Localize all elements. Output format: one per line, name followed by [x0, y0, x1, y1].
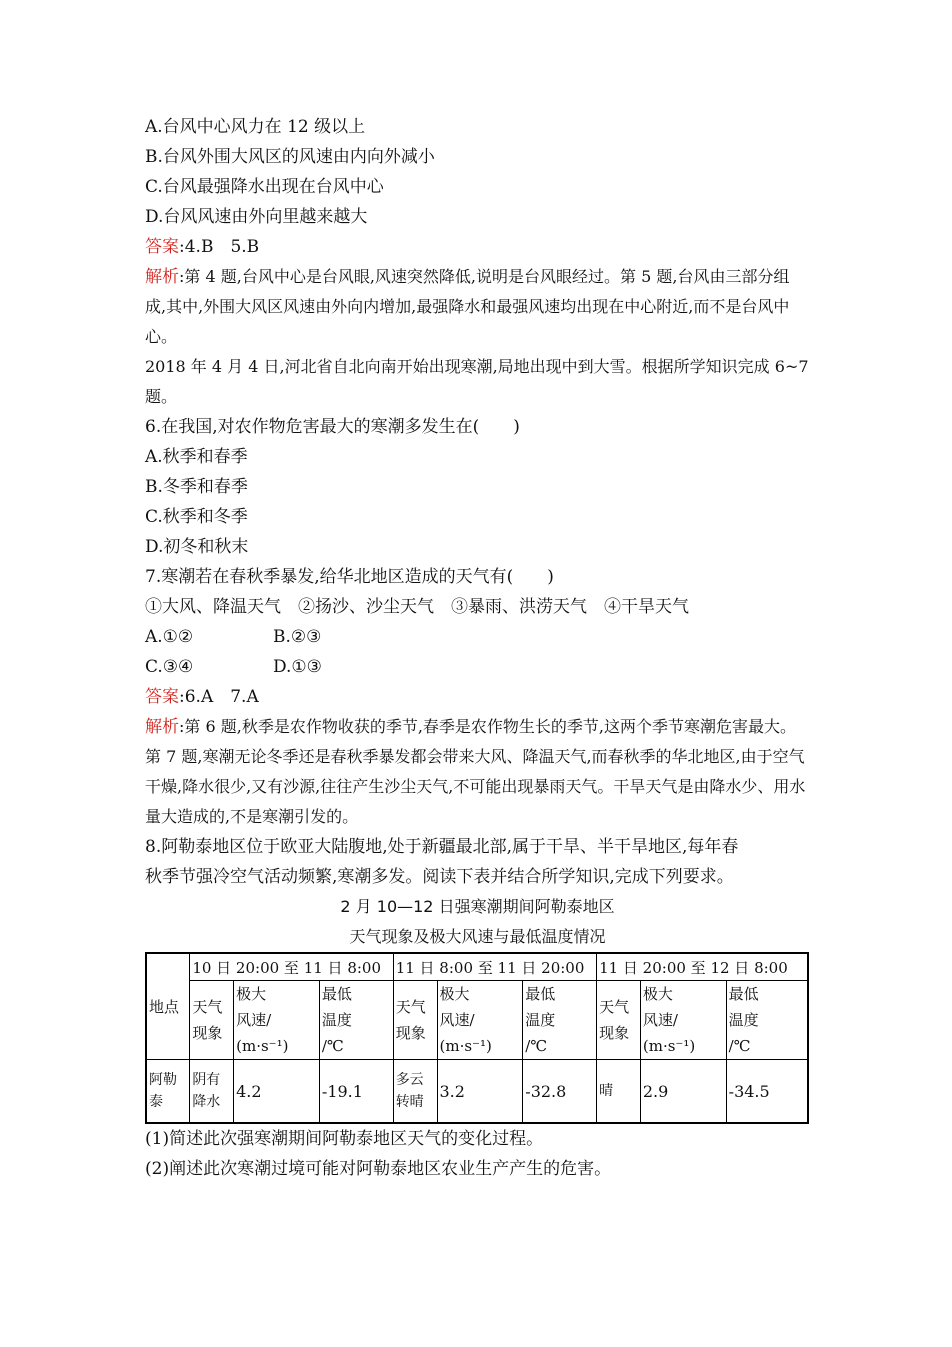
question-8-line-2: 秋季节强冷空气活动频繁,寒潮多发。阅读下表并结合所学知识,完成下列要求。 [145, 867, 734, 887]
q7-option-c: C.③④ [145, 657, 194, 677]
answer-block-1 [145, 232, 810, 262]
question-8-2: (2)阐述此次寒潮过境可能对阿勒泰地区农业生产产生的危害。 [145, 1159, 612, 1179]
option-a: A.台风中心风力在 12 级以上 [145, 117, 366, 137]
wind-cell: 4.2 [234, 1060, 320, 1124]
table-header-row-1 [146, 953, 808, 981]
period-2-header: 11 日 8:00 至 11 日 20:00 [393, 953, 596, 981]
q7-options-row-1 [145, 622, 810, 652]
table-title-2: 天气现象及极大风速与最低温度情况 [349, 927, 606, 946]
explanation-text: :第 6 题,秋季是农作物收获的季节,春季是农作物生长的季节,这两个季节寒潮危害最大。第 7 题,寒潮无论冬季还是春秋季暴发都会带来大风、降温天气,而春秋季的华北地区,由于空气干燥,降水很少,又有沙源,往往产生沙尘天气,不可能出现暴雨天气。干旱天气是由降水少、用水量大造成的,不是寒潮引发的。 [145, 717, 806, 826]
option-d: D.台风风速由外向里越来越大 [145, 207, 368, 227]
explanation-label: 解析 [145, 717, 179, 737]
explanation-block-1 [145, 262, 810, 352]
period-1-header: 10 日 20:00 至 11 日 8:00 [190, 953, 393, 981]
q6-option-b: B.冬季和春季 [145, 477, 248, 497]
option-c: C.台风最强降水出现在台风中心 [145, 177, 384, 197]
temp-header: 最低 温度 /℃ [726, 981, 808, 1060]
wind-header: 极大 风速/ (m·s⁻¹) [234, 981, 320, 1060]
q7-options-row-2 [145, 652, 810, 682]
period-3-header: 11 日 20:00 至 12 日 8:00 [597, 953, 808, 981]
option-b: B.台风外围大风区的风速由内向外减小 [145, 147, 435, 167]
place-cell: 阿勒 泰 [146, 1060, 190, 1124]
weather-header: 天气 现象 [597, 981, 641, 1060]
q7-option-a: A.①② [145, 627, 194, 647]
q7-option-b: B.②③ [273, 627, 322, 647]
answer-label: 答案 [145, 687, 179, 707]
table-row [146, 1060, 808, 1124]
weather-header: 天气 现象 [190, 981, 234, 1060]
question-8-line-1: 8.阿勒泰地区位于欧亚大陆腹地,处于新疆最北部,属于干旱、半干旱地区,每年春 [145, 837, 739, 857]
explanation-label: 解析 [145, 267, 179, 287]
weather-cell: 阴有 降水 [190, 1060, 234, 1124]
place-header: 地点 [146, 953, 190, 1060]
explanation-block-2 [145, 712, 810, 832]
temp-cell: -32.8 [523, 1060, 597, 1124]
document-page [145, 112, 810, 1184]
question-8-1: (1)简述此次强寒潮期间阿勒泰地区天气的变化过程。 [145, 1129, 544, 1149]
temp-cell: -19.1 [319, 1060, 393, 1124]
wind-cell: 3.2 [437, 1060, 523, 1124]
answer-block-2 [145, 682, 810, 712]
q6-option-d: D.初冬和秋末 [145, 537, 249, 557]
question-6: 6.在我国,对农作物危害最大的寒潮多发生在( ) [145, 417, 520, 437]
temp-header: 最低 温度 /℃ [319, 981, 393, 1060]
wind-header: 极大 风速/ (m·s⁻¹) [437, 981, 523, 1060]
weather-table [145, 952, 809, 1124]
wind-cell: 2.9 [640, 1060, 726, 1124]
answer-text: :6.A 7.A [179, 687, 259, 707]
answer-text: :4.B 5.B [179, 237, 260, 257]
wind-header: 极大 风速/ (m·s⁻¹) [640, 981, 726, 1060]
weather-cell: 多云 转晴 [393, 1060, 437, 1124]
answer-label: 答案 [145, 237, 179, 257]
q6-option-a: A.秋季和春季 [145, 447, 248, 467]
intro-text: 2018 年 4 月 4 日,河北省自北向南开始出现寒潮,局地出现中到大雪。根据所学知识完成 6~7 题。 [145, 357, 809, 406]
table-header-row-2 [146, 981, 808, 1060]
q7-option-d: D.①③ [273, 657, 322, 677]
weather-header: 天气 现象 [393, 981, 437, 1060]
q6-option-c: C.秋季和冬季 [145, 507, 248, 527]
temp-cell: -34.5 [726, 1060, 808, 1124]
explanation-text: :第 4 题,台风中心是台风眼,风速突然降低,说明是台风眼经过。第 5 题,台风由三部分组成,其中,外围大风区风速由外向内增加,最强降水和最强风速均出现在中心附近,而不是台风中心。 [145, 267, 790, 346]
q7-items: ①大风、降温天气 ②扬沙、沙尘天气 ③暴雨、洪涝天气 ④干旱天气 [145, 597, 689, 617]
question-7: 7.寒潮若在春秋季暴发,给华北地区造成的天气有( ) [145, 567, 554, 587]
table-title-1: 2 月 10—12 日强寒潮期间阿勒泰地区 [340, 897, 615, 916]
weather-cell: 晴 [597, 1060, 641, 1124]
temp-header: 最低 温度 /℃ [523, 981, 597, 1060]
